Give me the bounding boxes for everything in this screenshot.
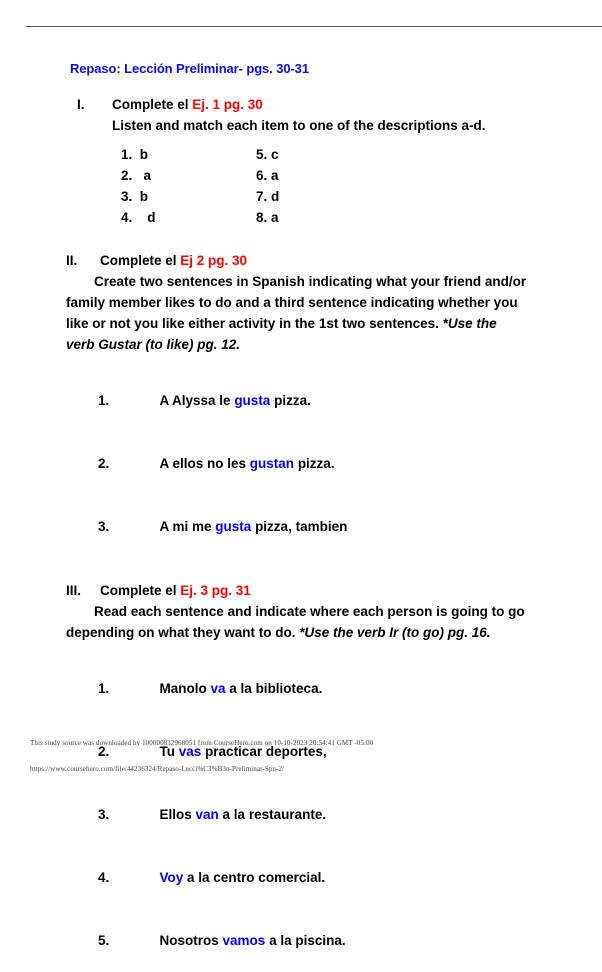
list-item-post: pizza. bbox=[294, 456, 335, 471]
answer-cell-left: 3. b bbox=[121, 189, 149, 204]
list-item-post: practicar deportes, bbox=[201, 744, 327, 759]
list-item-post: pizza, tambien bbox=[251, 519, 348, 534]
list-item-pre: Manolo bbox=[159, 681, 211, 696]
answer-cell-left: 2. a bbox=[121, 168, 152, 183]
list-item-post: a la piscina. bbox=[265, 933, 346, 948]
list-item-pre: Tu bbox=[159, 744, 179, 759]
section-3-exercise-ref: Ej. 3 pg. 31 bbox=[180, 583, 251, 598]
section-1-heading bbox=[78, 94, 538, 115]
list-item-highlight: gusta bbox=[234, 393, 271, 408]
table-row bbox=[121, 207, 421, 228]
section-2-instructions-note: *Use the verb Gustar (to like) pg. 12. bbox=[66, 316, 497, 352]
section-1-exercise-ref: Ej. 1 pg. 30 bbox=[192, 97, 263, 112]
section-2-instructions-plain: Create two sentences in Spanish indicating what your friend and/or family member likes to do and a third sentence indicating whether you like or not you like either activity in the 1st two sentences. bbox=[66, 274, 527, 331]
section-3-heading-text bbox=[100, 580, 536, 601]
list-item-pre: A mi me bbox=[159, 519, 216, 534]
table-row bbox=[121, 144, 421, 165]
section-1-numeral: I. bbox=[77, 97, 85, 112]
section-3-heading-prefix: Complete el bbox=[100, 583, 181, 598]
section-exercise-1 bbox=[78, 94, 538, 228]
section-2-exercise-ref: Ej 2 pg. 30 bbox=[180, 253, 248, 268]
section-exercise-2 bbox=[66, 250, 536, 558]
list-item-highlight: vas bbox=[178, 744, 202, 759]
list-item bbox=[66, 783, 536, 846]
answer-cell-right: 8. a bbox=[256, 210, 279, 225]
list-item-marker: 4. bbox=[98, 870, 110, 885]
list-item-highlight: Voy bbox=[159, 870, 184, 885]
source-url[interactable]: https://www.coursehero.com/file/44236324/Repaso-Lecci%C3%B3n-Preliminar-Spn-2/ bbox=[30, 765, 285, 773]
list-item-pre: Ellos bbox=[159, 807, 196, 822]
answer-cell-right: 5. c bbox=[256, 147, 279, 162]
table-row bbox=[121, 165, 421, 186]
list-item-pre: A Alyssa le bbox=[159, 393, 235, 408]
table-row bbox=[121, 186, 421, 207]
section-3-instructions bbox=[66, 601, 528, 643]
list-item-marker: 1. bbox=[98, 393, 110, 408]
list-item-marker: 2. bbox=[98, 456, 110, 471]
list-item-marker: 5. bbox=[98, 933, 110, 948]
section-2-heading bbox=[66, 250, 536, 271]
section-1-heading-prefix: Complete el bbox=[112, 97, 193, 112]
section-exercise-3 bbox=[66, 580, 536, 972]
list-item-pre: A ellos no les bbox=[159, 456, 250, 471]
section-3-numeral: III. bbox=[66, 583, 82, 598]
answer-cell-left: 1. b bbox=[121, 147, 149, 162]
section-2-heading-text bbox=[100, 250, 536, 271]
list-item-post: a la centro comercial. bbox=[183, 870, 326, 885]
list-item bbox=[66, 432, 536, 495]
list-item-highlight: vamos bbox=[222, 933, 266, 948]
list-item-highlight: va bbox=[210, 681, 226, 696]
list-item-marker: 1. bbox=[98, 681, 110, 696]
list-item bbox=[66, 846, 536, 909]
list-item bbox=[66, 369, 536, 432]
section-1-answer-grid bbox=[121, 144, 421, 228]
list-item-highlight: gusta bbox=[215, 519, 252, 534]
section-3-instructions-plain: Read each sentence and indicate where each person is going to go depending on what they want to do. bbox=[66, 604, 525, 640]
list-item bbox=[66, 657, 536, 720]
section-3-answer-list bbox=[66, 657, 536, 972]
list-item-marker: 3. bbox=[98, 807, 110, 822]
list-item-post: a la biblioteca. bbox=[225, 681, 323, 696]
section-2-answer-list bbox=[66, 369, 536, 558]
list-item-marker: 3. bbox=[98, 519, 110, 534]
list-item-marker: 2. bbox=[98, 744, 110, 759]
page-title: Repaso: Lección Preliminar- pgs. 30-31 bbox=[70, 61, 309, 76]
section-2-heading-prefix: Complete el bbox=[100, 253, 181, 268]
section-2-instructions bbox=[66, 271, 528, 355]
answer-cell-right: 6. a bbox=[256, 168, 279, 183]
section-3-heading bbox=[66, 580, 536, 601]
section-2-numeral: II. bbox=[66, 253, 78, 268]
list-item-highlight: gustan bbox=[249, 456, 295, 471]
section-1-heading-text bbox=[112, 94, 538, 115]
list-item-pre: Nosotros bbox=[159, 933, 223, 948]
document-body bbox=[0, 60, 602, 972]
list-item-highlight: van bbox=[195, 807, 219, 822]
header-divider bbox=[26, 26, 602, 27]
download-notice: This study source was downloaded by 100000832968051 from CourseHero.com on 10-10-2023 20:54:41 GMT -05:00 bbox=[30, 739, 374, 747]
section-1-description: Listen and match each item to one of the descriptions a-d. bbox=[112, 118, 486, 133]
list-item-post: a la restaurante. bbox=[218, 807, 327, 822]
list-item bbox=[66, 909, 536, 972]
answer-cell-left: 4. d bbox=[121, 210, 156, 225]
list-item bbox=[66, 495, 536, 558]
answer-cell-right: 7. d bbox=[256, 189, 280, 204]
section-3-instructions-note: *Use the verb Ir (to go) pg. 16. bbox=[299, 625, 491, 640]
list-item-post: pizza. bbox=[270, 393, 311, 408]
